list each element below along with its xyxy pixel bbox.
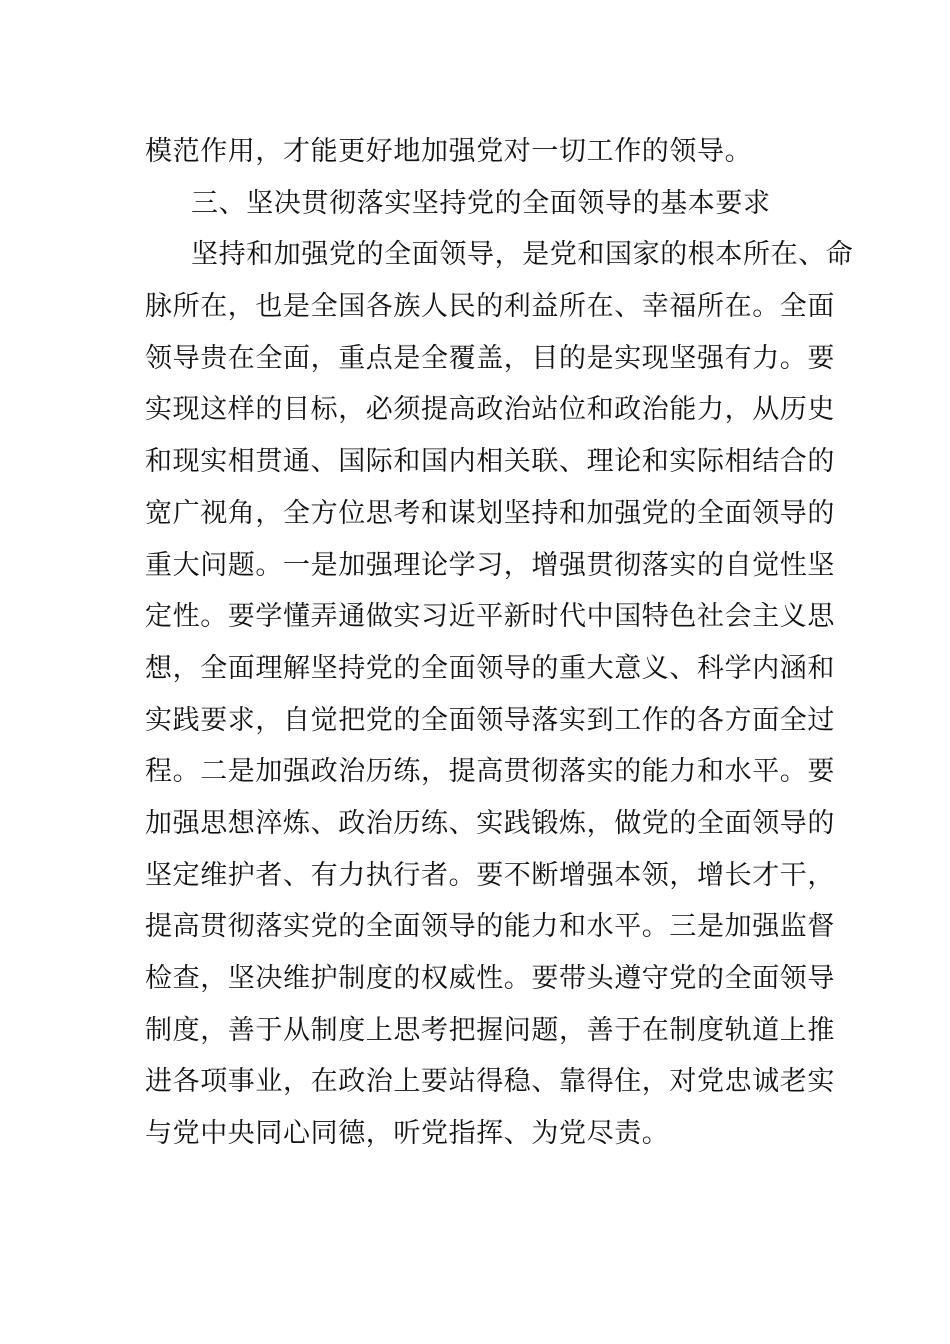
text-line: 领导贵在全面，重点是全覆盖，目的是实现坚强有力。要 [145,342,835,374]
text-line: 进各项事业，在政治上要站得稳、靠得住，对党忠诚老实 [145,1066,835,1098]
text-line: 实现这样的目标，必须提高政治站位和政治能力，从历史 [145,394,835,426]
text-line: 制度，善于从制度上思考把握问题，善于在制度轨道上推 [145,1014,835,1046]
text-line: 宽广视角，全方位思考和谋划坚持和加强党的全面领导的 [145,497,835,529]
text-line: 与党中央同心同德，听党指挥、为党尽责。 [145,1118,670,1150]
text-line: 坚定维护者、有力执行者。要不断增强本领，增长才干， [145,859,835,891]
section-heading: 三、坚决贯彻落实坚持党的全面领导的基本要求 [191,187,771,219]
text-line: 坚持和加强党的全面领导，是党和国家的根本所在、命 [191,239,854,271]
text-line: 定性。要学懂弄通做实习近平新时代中国特色社会主义思 [145,601,835,633]
text-line: 程。二是加强政治历练，提高贯彻落实的能力和水平。要 [145,756,835,788]
text-line: 想，全面理解坚持党的全面领导的重大意义、科学内涵和 [145,652,835,684]
text-line: 检查，坚决维护制度的权威性。要带头遵守党的全面领导 [145,963,835,994]
text-line: 和现实相贯通、国际和国内相关联、理论和实际相结合的 [145,446,835,478]
document-body [145,126,854,1160]
text-line: 实践要求，自觉把党的全面领导落实到工作的各方面全过 [145,704,835,736]
text-line: 模范作用，才能更好地加强党对一切工作的领导。 [145,136,753,167]
text-line: 脉所在，也是全国各族人民的利益所在、幸福所在。全面 [145,291,835,323]
text-line: 提高贯彻落实党的全面领导的能力和水平。三是加强监督 [145,911,835,943]
text-line: 重大问题。一是加强理论学习，增强贯彻落实的自觉性坚 [145,549,835,581]
text-line: 加强思想淬炼、政治历练、实践锻炼，做党的全面领导的 [145,807,835,839]
